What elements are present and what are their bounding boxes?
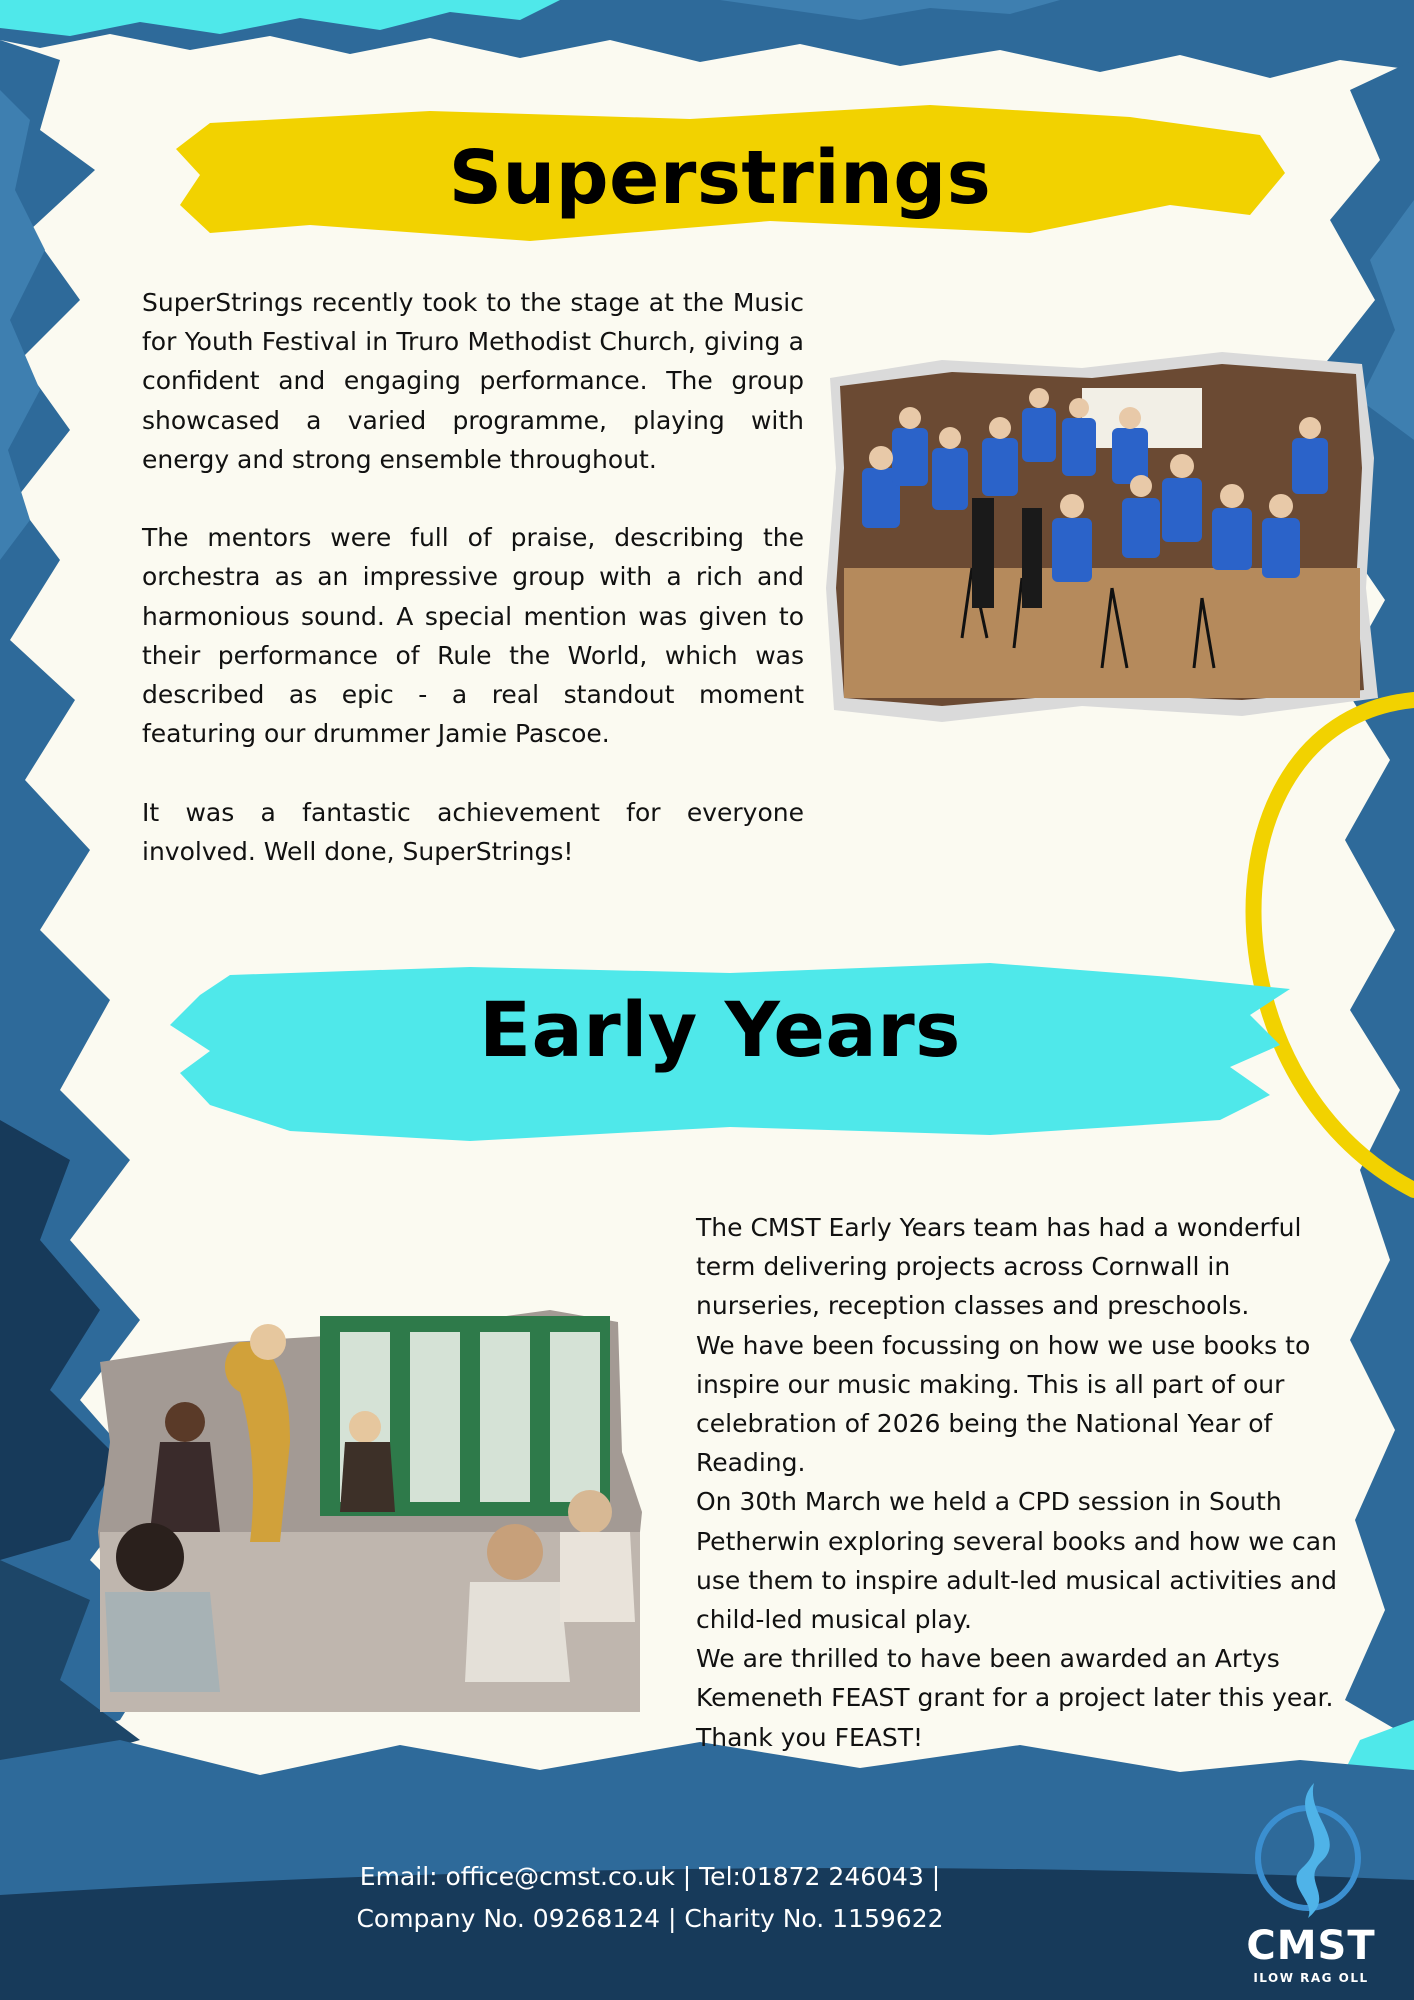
early-years-paragraph: The CMST Early Years team has had a wonderful term delivering projects across Cornwall in nurseries, reception classes and preschools. [696,1213,1302,1321]
footer-registration-line: Company No. 09268124 | Charity No. 1159622 [356,1904,944,1933]
superstrings-heading: Superstrings [448,135,992,221]
early-years-paragraph: On 30th March we held a CPD session in South Petherwin exploring several books and how we can use them to inspire adult-led musical activities and child-led musical play. [696,1487,1338,1635]
superstrings-paragraph: SuperStrings recently took to the stage at the Music for Youth Festival in Truro Methodist Church, giving a confident and engaging performance. The group showcased a varied programme, playing with energy and strong ensemble throughout. [142,288,804,474]
orchestra-photo [822,338,1382,728]
early-years-heading: Early Years [479,985,961,1074]
early-years-photo [90,1292,650,1712]
early-years-article [696,1208,1346,1757]
logo-name: CMST [1246,1923,1376,1969]
superstrings-article [142,283,804,871]
footer-contact-line: Email: office@cmst.co.uk | Tel:01872 246043 | [359,1862,941,1891]
cmst-logo-icon [1236,1783,1386,1923]
early-years-paragraph: We are thrilled to have been awarded an Artys Kemeneth FEAST grant for a project later this year. Thank you FEAST! [696,1644,1334,1752]
cmst-logo [1236,1783,1386,1993]
superstrings-paragraph: It was a fantastic achievement for everyone involved. Well done, SuperStrings! [142,797,804,866]
logo-tagline: ILOW RAG OLL [1253,1971,1369,1985]
early-years-paragraph: We have been focussing on how we use books to inspire our music making. This is all part of our celebration of 2026 being the National Year of Reading. [696,1330,1311,1478]
superstrings-paragraph: The mentors were full of praise, describing the orchestra as an impressive group with a rich and harmonious sound. A special mention was given to their performance of Rule the World, which was described as epic - a real standout moment featuring our drummer Jamie Pascoe. [142,523,804,749]
